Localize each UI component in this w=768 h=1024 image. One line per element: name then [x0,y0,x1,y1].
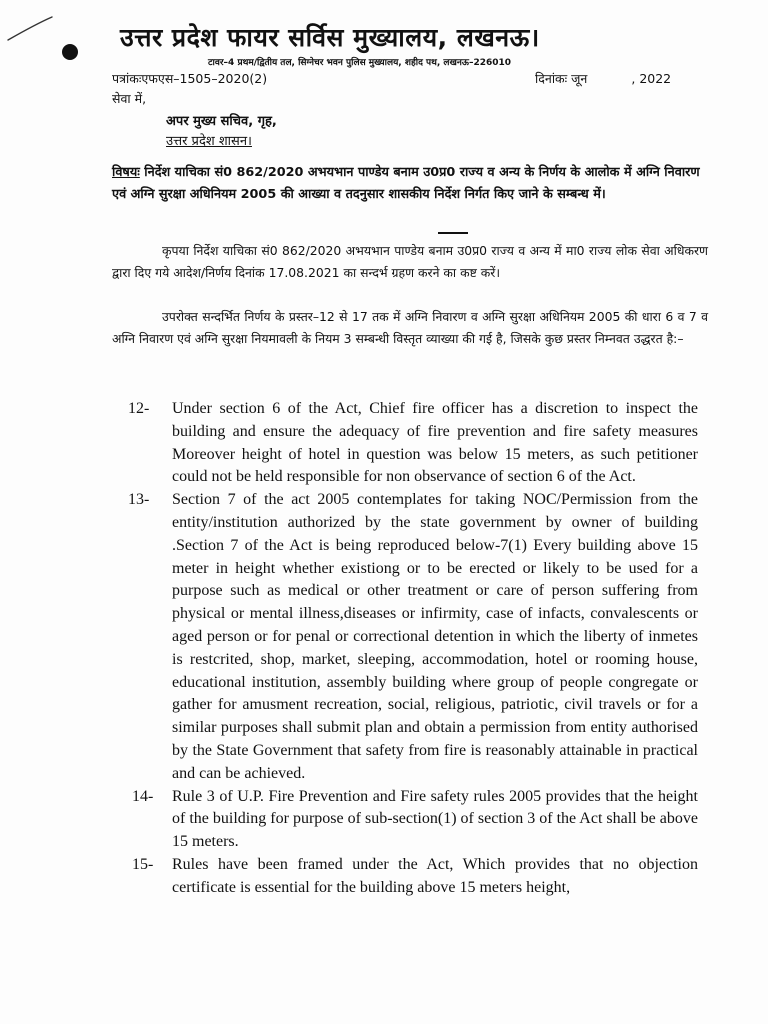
date-year: , 2022 [631,71,672,86]
pen-stroke-mark [6,14,54,44]
organization-title: उत्तर प्रदेश फायर सर्विस मुख्यालय, लखनऊ। [120,23,540,52]
subject-text: निर्देश याचिका सं0 862/2020 अभयभान पाण्डेय बनाम उ0प्र0 राज्य व अन्य के निर्णय के आलोक में अग्नि निवारण एवं अग्नि सुरक्षा अधिनियम 2005 की आख्या व तदनुसार शासकीय निर्देश निर्गत किए जाने के सम्बन्ध में। [112,165,700,202]
paragraph-number: 13- [128,491,150,509]
date-label: दिनांकः जून [535,71,588,86]
recipient-designation: अपर मुख्य सचिव, गृह, [166,114,277,129]
paragraph-text: Rules have been framed under the Act, Which provides that no objection certificate is essential for the building above 15 meters height, [172,855,698,896]
paragraph-text: Under section 6 of the Act, Chief fire officer has a discretion to inspect the building and ensure the adequacy of fire prevention and fire safety measures Moreover height of hotel in question was below 15 meters, as such petitioner could not be held responsible for non observance of section 6 of the Act. [172,400,698,486]
recipient-office: उत्तर प्रदेश शासन। [166,134,252,149]
body-paragraph-2: उपरोक्त सन्दर्भित निर्णय के प्रस्तर–12 से 17 तक में अग्नि निवारण व अग्नि सुरक्षा अधिनियम 2005 की धारा 6 व 7 व अग्नि निवारण एवं अग्नि सुरक्षा नियमावली के नियम 3 सम्बन्धी विस्तृत व्याख्या की गई है, जिसके कुछ प्रस्तर निम्नवत उद्धरत है:– [112,309,708,346]
punch-hole-mark [62,44,78,60]
quoted-paragraph-15 [128,854,698,900]
organization-address: टावर–4 प्रथम/द्वितीय तल, सिग्नेचर भवन पुलिस मुख्यालय, शहीद पथ, लखनऊ–226010 [208,58,512,68]
salutation: सेवा में, [112,91,147,106]
body-paragraph-1: कृपया निर्देश याचिका सं0 862/2020 अभयभान पाण्डेय बनाम उ0प्र0 राज्य व अन्य में मा0 राज्य लोक सेवा अधिकरण द्वारा दिए गये आदेश/निर्णय दिनांक 17.08.2021 का सन्दर्भ ग्रहण करने का कष्ट करें। [112,243,708,280]
paragraph-number: 14- [132,787,154,805]
quoted-paragraph-12 [128,398,698,489]
paragraph-number: 15- [132,855,154,873]
quoted-paragraph-14 [128,786,698,854]
date-line [535,70,671,87]
subject-label: विषयः [112,165,140,180]
paragraph-text: Section 7 of the act 2005 contemplates for taking NOC/Permission from the entity/institution authorized by the state government by owner of building .Section 7 of the Act is being reproduced below-7(1) Every building above 15 meter in height whether existiong or to be erected or likely to be used for a purpose such as medical or other treatment or care of person suffering from physical or mental illness,diseases or infirmity, case of infacts, convalescents or aged person or for penal or correctional detention in which the liberty of inmetes is restcrited, shop, market, sleeping, accommodation, hotel or rooming house, educational institution, assembly building where group of people congregate or gather for amusment recreation, social, religious, patriotic, civil travels or for a similar purposes shall submit plan and obtain a permission from entity authorised by the State Government that safety from fire is reasonably attainable in practical and can be achieved. [172,491,698,782]
subject-block [112,162,712,206]
reference-number: पत्रांकःएफएस–1505–2020(2) [112,71,268,86]
subject-divider [438,232,468,234]
paragraph-number: 12- [128,400,150,417]
quoted-paragraph-list [128,398,698,900]
paragraph-text: Rule 3 of U.P. Fire Prevention and Fire safety rules 2005 provides that the height of the building for purpose of sub-section(1) of section 3 of the Act shall be above 15 meters. [172,787,698,851]
quoted-paragraph-13 [128,489,698,785]
